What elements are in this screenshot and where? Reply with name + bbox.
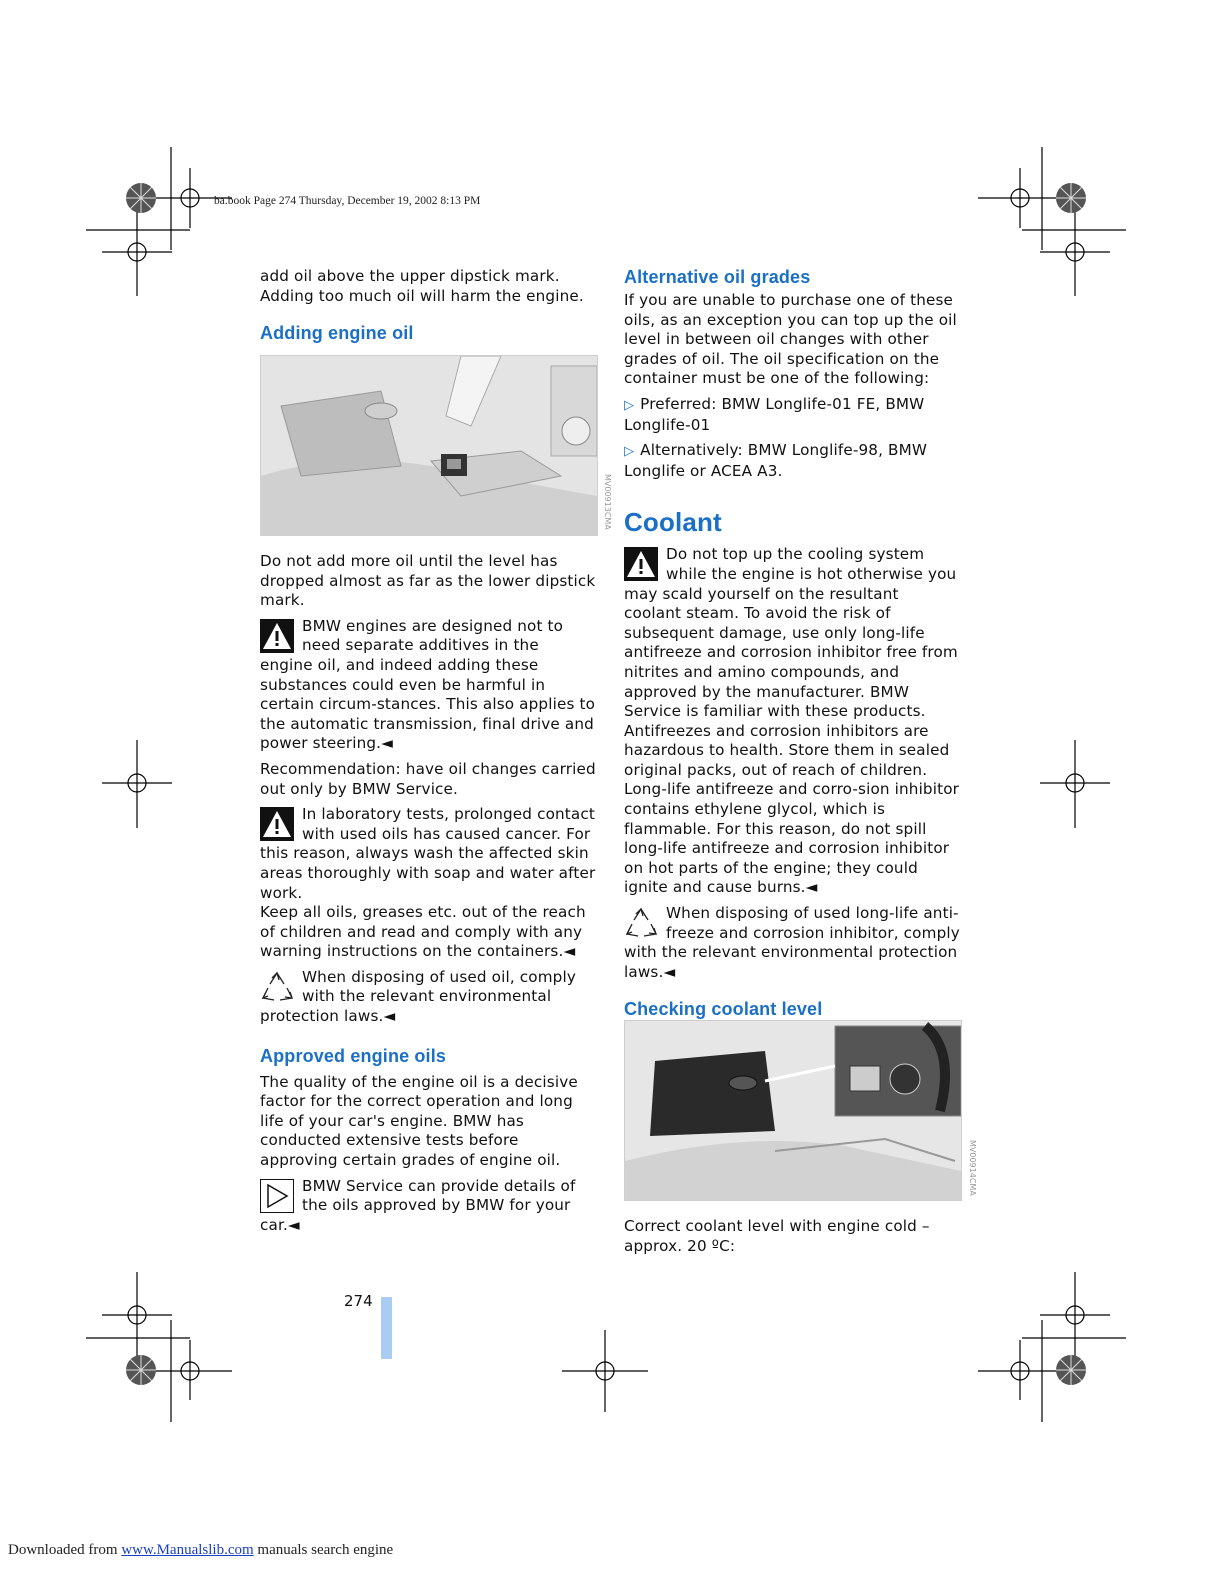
coolant-figure — [624, 1020, 962, 1201]
recycle-icon — [260, 970, 294, 1006]
heading-checking-coolant-level: Checking coolant level — [624, 999, 823, 1020]
intro-text: add oil above the upper dipstick mark. Adding too much oil will harm the engine. — [260, 267, 584, 305]
manualslib-link[interactable]: www.Manualslib.com — [121, 1542, 254, 1558]
recycle-note-coolant: When disposing of used long-life anti-freeze and corrosion inhibitor, comply with the relevant environmental protection laws.◄ — [624, 904, 960, 981]
engine-oil-figure — [260, 355, 598, 536]
heading-adding-engine-oil: Adding engine oil — [260, 323, 414, 344]
level-text: Do not add more oil until the level has dropped almost as far as the lower dipstick mark. — [260, 552, 596, 610]
figure-code: MV00913CMA — [603, 474, 612, 530]
bullet-alternatively: ▷ Alternatively: BMW Longlife-98, BMW Longlife or ACEA A3. — [624, 441, 928, 480]
warning-icon — [260, 807, 294, 843]
bullet-triangle-icon: ▷ — [624, 397, 635, 413]
recycle-icon — [624, 906, 658, 942]
right-column-caption — [624, 1217, 960, 1262]
recycle-note-oil: When disposing of used oil, comply with the relevant environmental protection laws.◄ — [260, 967, 576, 1026]
warning-cancer: In laboratory tests, prolonged contact with used oils has caused cancer. For this reason, always wash the affected skin areas thoroughly with soap and water after work. — [260, 805, 596, 902]
right-column — [624, 266, 960, 1020]
warning-icon — [624, 547, 658, 583]
heading-approved-engine-oils: Approved engine oils — [260, 1045, 447, 1066]
approved-text: The quality of the engine oil is a decisive factor for the correct operation and long life of your car's engine. BMW has conducted extensive tests before approving certain grades of engine oil. — [260, 1072, 578, 1170]
page-number: 274 — [344, 1292, 373, 1310]
left-column-body — [260, 552, 596, 1241]
warning-icon — [260, 619, 294, 655]
download-footer: Downloaded from www.Manualslib.com manuals search engine — [8, 1542, 394, 1558]
heading-coolant: Coolant — [624, 507, 722, 538]
bullet-triangle-icon: ▷ — [624, 444, 635, 460]
left-column — [260, 267, 596, 344]
warning-children-text: Keep all oils, greases etc. out of the reach of children and read and comply with any warning instructions on the containers.◄ — [260, 903, 586, 961]
figure-code: MV00914CMA — [968, 1140, 977, 1196]
coolant-caption: Correct coolant level with engine cold – approx. 20 ºC: — [624, 1217, 930, 1255]
alternative-text: If you are unable to purchase one of these oils, as an exception you can top up the oil level in between oil changes with other grades of oil. The oil specification on the container must be one of the following: — [624, 291, 957, 388]
warning-additives: BMW engines are designed not to need separate additives in the engine oil, and indeed adding these substances could even be harmful in certain circum-stances. This also applies to the automatic transmission, final drive and power steering.◄ — [260, 616, 596, 753]
book-header: ba.book Page 274 Thursday, December 19, 2002 8:13 PM — [214, 195, 481, 207]
arrow-info-icon — [260, 1179, 294, 1215]
heading-alternative-oil-grades: Alternative oil grades — [624, 267, 811, 287]
bullet-preferred: ▷ Preferred: BMW Longlife-01 FE, BMW Longlife-01 — [624, 394, 925, 434]
recommendation-text: Recommendation: have oil changes carried out only by BMW Service. — [260, 759, 596, 798]
info-note: BMW Service can provide details of the oils approved by BMW for your car.◄ — [260, 1176, 576, 1234]
warning-coolant: Do not top up the cooling system while the engine is hot otherwise you may scald yourself on the resultant coolant steam. To avoid the risk of subsequent damage, use only long-life antifreeze and corrosion inhibitor free from nitrites and amino compounds, and approved by the manufacturer. BMW Service is familiar with these products. Antifreezes and corrosion inhibitors are hazardous to health. Store them in sealed original packs, out of reach of children. Long-life antifreeze and corro-sion inhibitor contains ethylene glycol, which is flammable. For this reason, do not spill long-life antifreeze and corrosion inhibitor on hot parts of the engine; they could ignite and cause burns.◄ — [624, 545, 960, 897]
page-bar — [381, 1297, 392, 1359]
